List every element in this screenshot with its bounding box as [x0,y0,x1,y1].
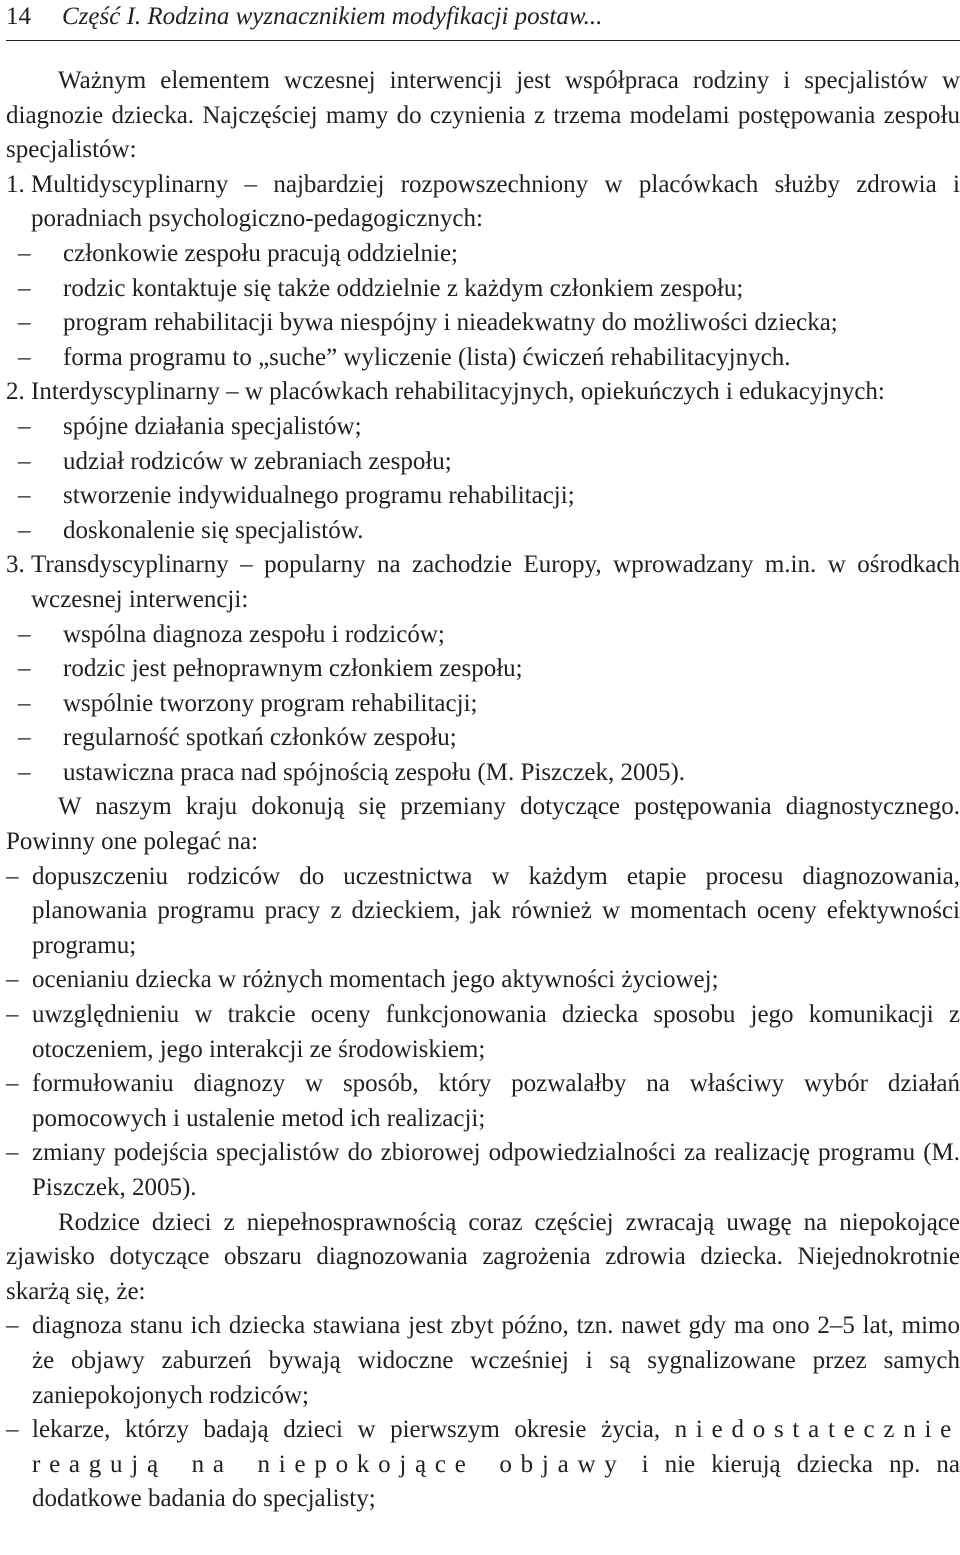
dash-marker: – [18,274,31,302]
dash-marker: – [18,516,31,544]
list-item [6,756,960,791]
list-item-text: dopuszczeniu rodziców do uczestnictwa w każdym etapie procesu diagnozowania, planowania programu pracy z dzieckiem, jak również w momentach oceny efektywności programu; [32,862,960,959]
list-item [6,860,960,964]
list-item [6,445,960,480]
paragraph-diagnostic-changes: W naszym kraju dokonują się przemiany dotyczące postępowania diagnostycznego. Powinny one polegać na: [6,793,960,856]
list-item-text: wspólnie tworzony program rehabilitacji; [63,689,478,717]
list-item [6,306,960,341]
list-item-text: ustawiczna praca nad spójnością zespołu (M. Piszczek, 2005). [63,758,686,786]
list-item [6,272,960,307]
list-item-text: regularność spotkań członków zespołu; [63,724,457,752]
list-item-text: diagnoza stanu ich dziecka stawiana jest zbyt późno, tzn. nawet gdy ma ono 2–5 lat, mimo że objawy zaburzeń bywają widoczne wcześniej i są sygnalizowane przez samych zaniepokojonych rodziców; [32,1312,960,1409]
paragraph-parents-complaints: Rodzice dzieci z niepełnosprawnością coraz częściej zwracają uwagę na niepokojące zjawisko dotyczące obszaru diagnozowania zagrożenia zdrowia dziecka. Niejednokrotnie skarżą się, że: [6,1208,960,1305]
list-item [6,618,960,653]
list-item [6,1413,960,1517]
list-item-text: zmiany podejścia specjalistów do zbiorowej odpowiedzialności za realizację programu (M. Piszczek, 2005). [32,1139,960,1201]
dash-marker: – [6,862,19,890]
running-title: Część I. Rodzina wyznacznikiem modyfikacji postaw... [62,3,603,30]
list-item-text: ocenianiu dziecka w różnych momentach jego aktywności życiowej; [32,966,719,994]
list-item-text: i nie kierują dziecka np. na dodatkowe badania do specjalisty; [32,1450,960,1513]
list-item-text: lekarze, którzy badają dzieci w pierwszym okresie życia, [32,1416,661,1444]
dash-marker: – [6,1139,19,1167]
list-item-text: forma programu to „suche” wyliczenie (lista) ćwiczeń rehabilitacyjnych. [63,343,791,371]
model-description: Interdyscyplinarny – w placówkach rehabilitacyjnych, opiekuńczych i edukacyjnych: [31,378,885,406]
dash-marker: – [6,1070,19,1098]
list-item [6,652,960,687]
list-item-text: rodzic kontaktuje się także oddzielnie z każdym członkiem zespołu; [63,274,744,302]
list-item [6,998,960,1067]
dash-marker: – [18,482,31,510]
intro-paragraph: Ważnym elementem wczesnej interwencji jest współpraca rodziny i specjalistów w diagnozie dziecka. Najczęściej mamy do czynienia z trzema modelami postępowania zespołu specjalistów: [6,67,960,164]
list-item [6,1136,960,1205]
list-item [6,687,960,722]
dash-marker: – [18,655,31,683]
list-item-text: udział rodziców w zebraniach zespołu; [63,447,452,475]
list-item-text: wspólna diagnoza zespołu i rodziców; [63,620,445,648]
list-item-text: formułowaniu diagnozy w sposób, który pozwalałby na właściwy wybór działań pomocowych i ustalenie metod ich realizacji; [32,1070,960,1132]
model-number: 2. [6,378,25,406]
dash-marker: – [18,239,31,267]
list-item [6,1309,960,1413]
dash-marker: – [6,1001,19,1029]
model-3 [6,548,960,617]
list-item-text: spójne działania specjalistów; [63,412,362,440]
page-body [6,64,960,1517]
list-item [6,341,960,376]
dash-marker: – [18,724,31,752]
dash-marker: – [18,689,31,717]
list-item-text: doskonalenie się specjalistów. [63,516,364,544]
list-item [6,237,960,272]
model-number: 1. [6,170,25,198]
dash-marker: – [18,412,31,440]
list-item-text: uwzględnieniu w trakcie oceny funkcjonowania dziecka sposobu jego komunikacji z otoczeniem, jego interakcji ze środowiskiem; [32,1001,960,1063]
dash-marker: – [18,758,31,786]
list-item [6,410,960,445]
list-item [6,963,960,998]
dash-marker: – [18,343,31,371]
emphasized-spaced-text: niedostatecznie reagują na niepokojące objawy [32,1416,960,1478]
list-item-text: członkowie zespołu pracują oddzielnie; [63,239,458,267]
dash-marker: – [18,309,31,337]
model-description: Multidyscyplinarny – najbardziej rozpowszechniony w placówkach służby zdrowia i poradniach psychologiczno-pedagogicznych: [31,170,960,233]
dash-marker: – [18,620,31,648]
list-item-text: program rehabilitacji bywa niespójny i nieadekwatny do możliwości dziecka; [63,309,838,337]
list-item [6,1067,960,1136]
model-description: Transdyscyplinarny – popularny na zachodzie Europy, wprowadzany m.in. w ośrodkach wczesnej interwencji: [31,551,960,613]
dash-marker: – [6,1416,19,1444]
list-item [6,514,960,549]
model-2 [6,375,960,410]
dash-marker: – [6,966,19,994]
model-number: 3. [6,551,25,579]
list-item-text: stworzenie indywidualnego programu rehabilitacji; [63,482,575,510]
list-item [6,479,960,514]
page-number: 14 [6,3,31,30]
list-item [6,721,960,756]
dash-marker: – [6,1312,19,1340]
dash-marker: – [18,447,31,475]
list-item-text: rodzic jest pełnoprawnym członkiem zespołu; [63,655,523,683]
model-1 [6,168,960,237]
running-header [6,0,960,41]
